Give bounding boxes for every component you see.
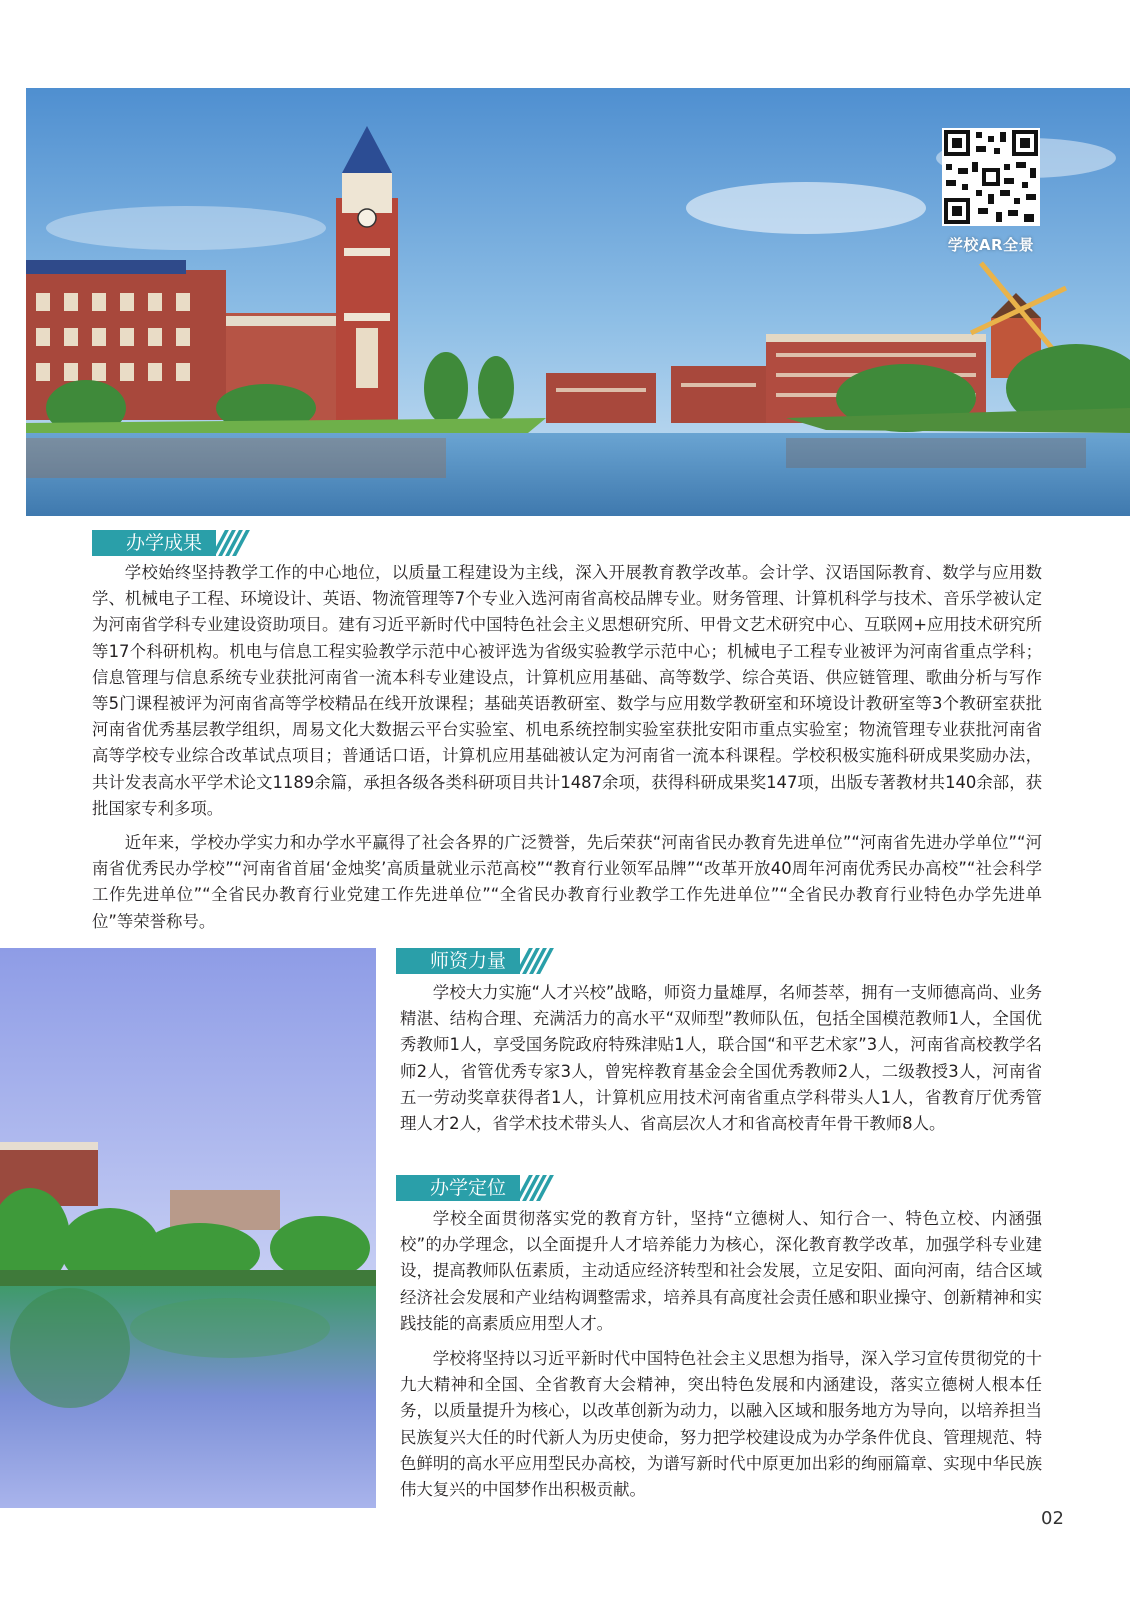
section-title: 办学成果 — [92, 530, 216, 556]
section-heading-faculty — [396, 948, 550, 974]
qr-code[interactable] — [942, 128, 1040, 226]
section-title: 办学定位 — [396, 1175, 520, 1201]
qr-caption: 学校AR全景 — [947, 236, 1035, 254]
positioning-paragraph-2: 学校将坚持以习近平新时代中国特色社会主义思想为指导，深入学习宣传贯彻党的十九大精神和全国、全省教育大会精神，突出特色发展和内涵建设，落实立德树人根本任务，以质量提升为核心，以改革创新为动力，以融入区域和服务地方为导向，以培养担当民族复兴大任的时代新人为历史使命，努力把学校建设成为办学条件优良、管理规范、特色鲜明的高水平应用型民办高校，为谱写新时代中原更加出彩的绚丽篇章、实现中华民族伟大复兴的中国梦作出积极贡献。 — [400, 1349, 1042, 1500]
section-title: 师资力量 — [396, 948, 520, 974]
campus-lake-photo — [0, 948, 376, 1508]
stripe-decoration — [522, 1175, 550, 1201]
section-heading-positioning — [396, 1175, 550, 1201]
faculty-paragraph-1: 学校大力实施“人才兴校”战略，师资力量雄厚，名师荟萃，拥有一支师德高尚、业务精湛、结构合理、充满活力的高水平“双师型”教师队伍，包括全国模范教师1人，全国优秀教师1人，享受国务院政府特殊津贴1人，联合国“和平艺术家”3人，河南省高校教学名师2人，省管优秀专家3人，曾宪梓教育基金会全国优秀教师2人，二级教授3人，河南省五一劳动奖章获得者1人，计算机应用技术河南省重点学科带头人1人，省教育厅优秀管理人才2人，省学术技术带头人、省高层次人才和省高校青年骨干教师8人。 — [400, 983, 1042, 1134]
achievement-paragraph-2: 近年来，学校办学实力和办学水平赢得了社会各界的广泛赞誉，先后荣获“河南省民办教育先进单位”“河南省先进办学单位”“河南省优秀民办学校”“河南省首届‘金烛奖’高质量就业示范高校”“教育行业领军品牌”“改革开放40周年河南优秀民办高校”“社会科学工作先进单位”“全省民办教育行业党建工作先进单位”“全省民办教育行业教学工作先进单位”“全省民办教育行业特色办学先进单位”等荣誉称号。 — [92, 833, 1042, 931]
stripe-decoration — [218, 530, 246, 556]
page-number: 02 — [1041, 1508, 1064, 1529]
positioning-paragraph-1: 学校全面贯彻落实党的教育方针，坚持“立德树人、知行合一、特色立校、内涵强校”的办学理念，以全面提升人才培养能力为核心，深化教育教学改革，加强学科专业建设，提高教师队伍素质，主动适应经济转型和社会发展，立足安阳、面向河南，结合区域经济社会发展和产业结构调整需求，培养具有高度社会责任感和职业操守、创新精神和实践技能的高素质应用型人才。 — [400, 1209, 1042, 1333]
stripe-decoration — [522, 948, 550, 974]
section-heading-achievement — [92, 530, 246, 556]
achievement-paragraph-1: 学校始终坚持教学工作的中心地位，以质量工程建设为主线，深入开展教育教学改革。会计学、汉语国际教育、数学与应用数学、机械电子工程、环境设计、英语、物流管理等7个专业入选河南省高校品牌专业。财务管理、计算机科学与技术、音乐学被认定为河南省学科专业建设资助项目。建有习近平新时代中国特色社会主义思想研究所、甲骨文艺术研究中心、互联网+应用技术研究所等17个科研机构。机电与信息工程实验教学示范中心被评选为省级实验教学示范中心；机械电子工程专业被评为河南省重点学科；信息管理与信息系统专业获批河南省一流本科专业建设点，计算机应用基础、高等数学、综合英语、供应链管理、歌曲分析与写作等5门课程被评为河南省高等学校精品在线开放课程；基础英语教研室、数学与应用数学教研室和环境设计教研室等3个教研室获批河南省优秀基层教学组织，周易文化大数据云平台实验室、机电系统控制实验室获批安阳市重点实验室；物流管理专业获批河南省高等学校专业综合改革试点项目；普通话口语，计算机应用基础被认定为河南省一流本科课程。学校积极实施科研成果奖励办法，共计发表高水平学术论文1189余篇，承担各级各类科研项目共计1487余项，获得科研成果奖147项，出版专著教材共140余部，获批国家专利多项。 — [92, 563, 1042, 818]
